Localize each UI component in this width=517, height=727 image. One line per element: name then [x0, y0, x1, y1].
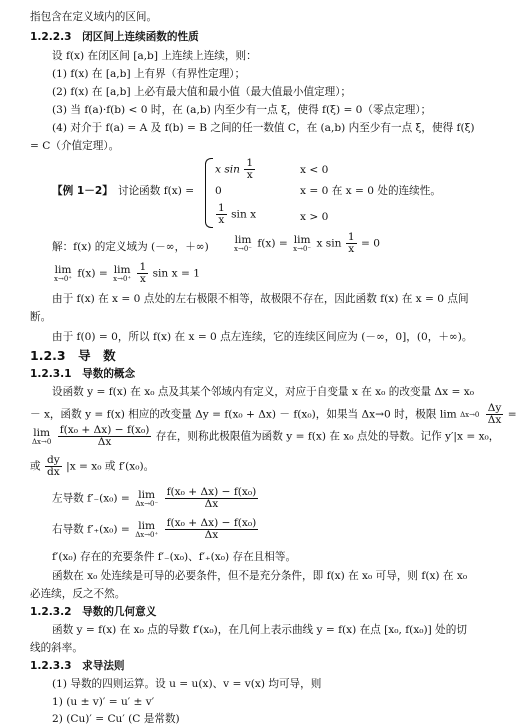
- text-line: 断。: [30, 311, 52, 323]
- subsection-heading: 1.2.3.2 导数的几何意义: [30, 606, 157, 618]
- text-line: f′(x₀) 存在的充要条件 f′₋(x₀)、f′₊(x₀) 存在且相等。: [52, 551, 297, 563]
- derivative-definition: lim Δx→0 $\frac{\text{f(x₀ + Δx) − f(x₀)}}{\Delta x}$ 存在，则称此极限值为函数 y = f(x) 在 x₀ 点处的导数。记作 y′|x = x₀，: [32, 424, 500, 448]
- section-heading: 1.2.2.3 闭区间上连续函数的性质: [30, 31, 199, 43]
- subsection-heading: 1.2.3.1 导数的概念: [30, 368, 136, 380]
- solution-left-limit: lim x→0⁻ f(x) = lim x→0⁻ x sin $\frac{1}{x}$ = 0: [234, 231, 380, 255]
- text-line: － x，函数 y = f(x) 相应的改变量 Δy = f(x₀ + Δx) － f(x₀)，如果当 Δx→0 时，极限 lim Δx→0 $\frac{\Delta y}{\Delta x}$ =: [30, 402, 517, 426]
- text-line: 函数 y = f(x) 在 x₀ 点的导数 f′(x₀)，在几何上表示曲线 y = f(x) 在点 [x₀, f(x₀)] 处的切: [52, 624, 467, 636]
- right-derivative: 右导数 f′₊(x₀) = lim Δx→0⁺ $\frac{\text{f(x₀ + Δx) − f(x₀)}}{\Delta x}$: [52, 517, 257, 541]
- text-line: 2) (Cu)′ = Cu′ (C 是常数): [52, 713, 180, 725]
- text-line: (4) 对介于 f(a) = A 及 f(b) = B 之间的任一数值 C，在 (a,b) 内至少有一点 ξ，使得 f(ξ): [52, 122, 475, 134]
- example-label: 【例 1－2】: [52, 185, 113, 197]
- piecewise-case-3: $\frac{1}{x}$ sin x: [218, 202, 257, 226]
- text-line: = C（介值定理）。: [30, 140, 120, 152]
- text-line: (3) 当 f(a)·f(b) < 0 时，在 (a,b) 内至少有一点 ξ，使得 f(ξ) = 0（零点定理）；: [52, 104, 432, 116]
- text-line: 1) (u ± v)′ = u′ ± v′: [52, 696, 155, 708]
- derivative-notation: 或 $\frac{dy}{dx}$ |x = x₀ 或 f′(x₀)。: [30, 454, 155, 478]
- text-line: 设 f(x) 在闭区间 [a,b] 上连续上连续，则：: [52, 50, 257, 62]
- text-line: (2) f(x) 在 [a,b] 上必有最大值和最小值（最大值最小值定理）；: [52, 86, 352, 98]
- piecewise-brace: [205, 158, 213, 228]
- text-line: 必连续，反之不然。: [30, 588, 126, 600]
- piecewise-case-2: 0: [215, 185, 222, 197]
- text-line: (1) f(x) 在 [a,b] 上有界（有界性定理）；: [52, 68, 246, 80]
- piecewise-cond-3: x > 0: [300, 211, 329, 223]
- subsection-heading: 1.2.3.3 求导法则: [30, 660, 125, 672]
- text-line: 由于 f(x) 在 x = 0 点处的左右极限不相等，故极限不存在，因此函数 f(x) 在 x = 0 点间: [52, 293, 469, 305]
- text-line: 函数在 x₀ 处连续是可导的必要条件，但不是充分条件，即 f(x) 在 x₀ 可导，则 f(x) 在 x₀: [52, 570, 468, 582]
- text-line: 由于 f(0) = 0，所以 f(x) 在 x = 0 点左连续，它的连续区间应为 (－∞，0]，(0，＋∞)。: [52, 331, 473, 343]
- piecewise-cond-2: x = 0 在 x = 0 处的连续性。: [300, 185, 441, 197]
- solution-domain: 解：f(x) 的定义域为 (－∞，＋∞): [52, 241, 209, 253]
- piecewise-case-1: x sin $\frac{1}{x}$: [215, 157, 254, 181]
- text-line: (1) 导数的四则运算。设 u = u(x)、v = v(x) 均可导，则: [52, 678, 322, 690]
- text-line: 设函数 y = f(x) 在 x₀ 点及其某个邻域内有定义，对应于自变量 x 在 x₀ 的改变量 Δx = x₀: [52, 386, 474, 398]
- example-text: 讨论函数 f(x) =: [118, 185, 195, 197]
- piecewise-cond-1: x < 0: [300, 164, 329, 176]
- left-derivative: 左导数 f′₋(x₀) = lim Δx→0⁻ $\frac{\text{f(x₀ + Δx) − f(x₀)}}{\Delta x}$: [52, 486, 257, 510]
- text-line: 线的斜率。: [30, 642, 83, 654]
- solution-right-limit: lim x→0⁺ f(x) = lim x→0⁺ $\frac{1}{x}$ sin x = 1: [54, 261, 200, 285]
- text-line: 指包含在定义域内的区间。: [30, 11, 158, 23]
- section-heading: 1.2.3 导 数: [30, 348, 116, 363]
